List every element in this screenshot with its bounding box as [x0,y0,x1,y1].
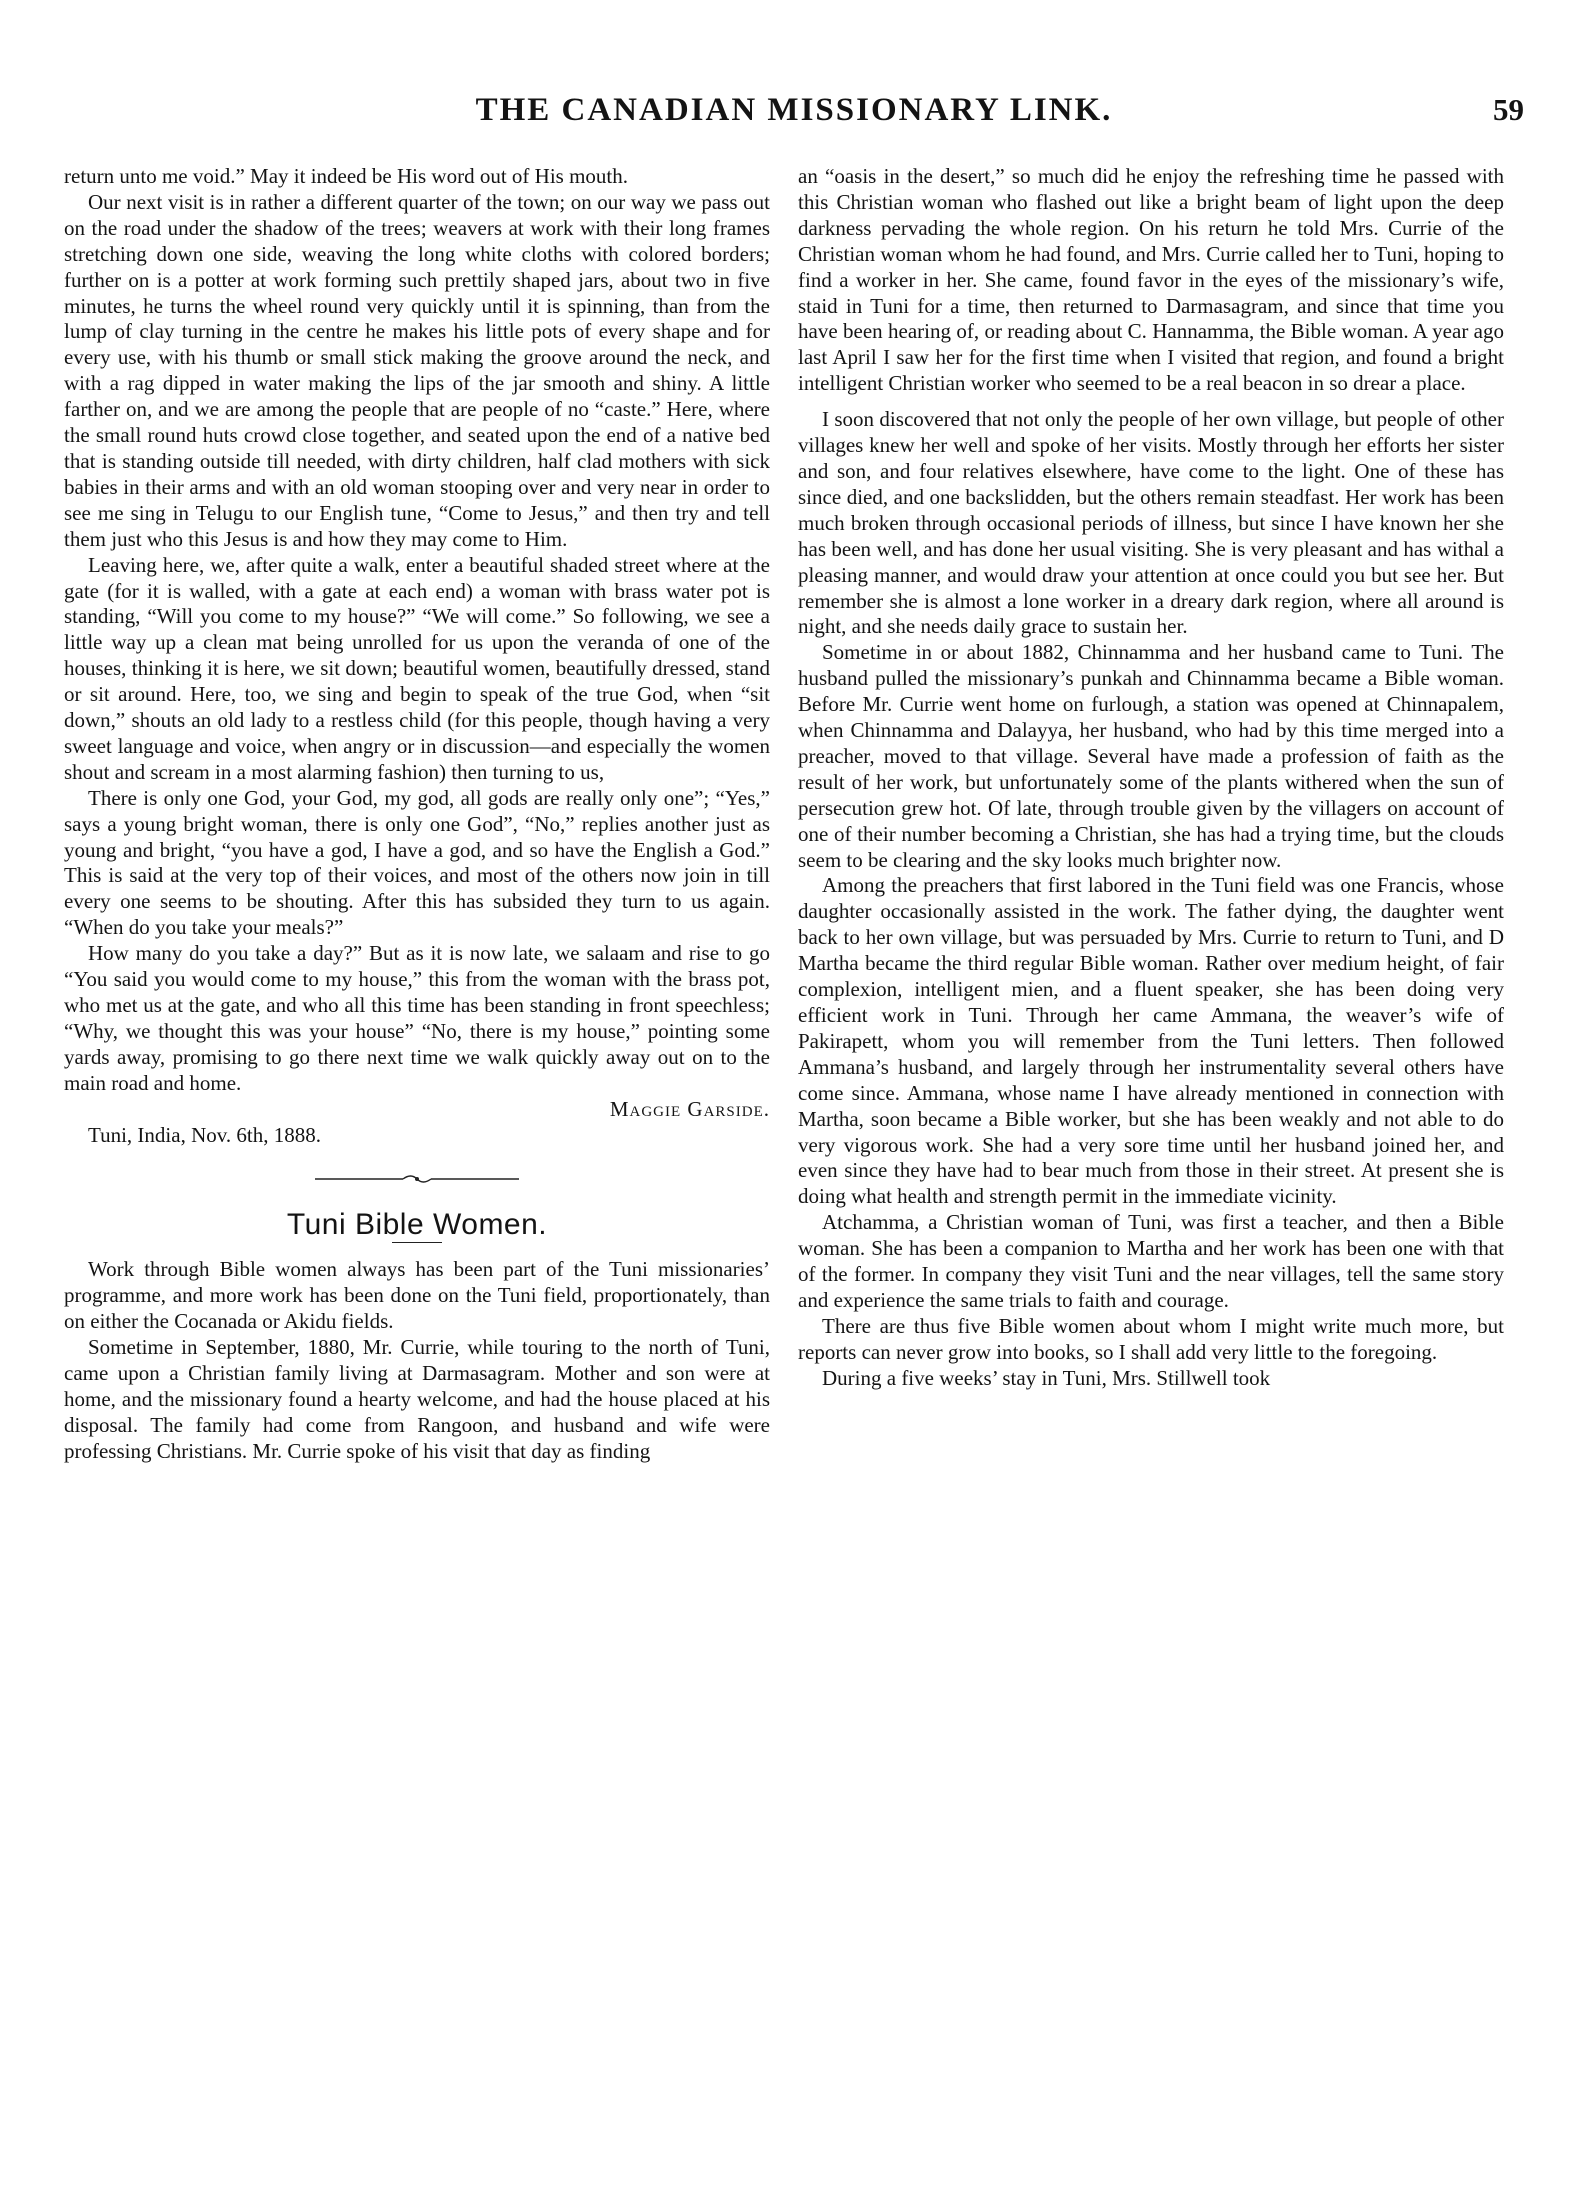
paragraph: Leaving here, we, after quite a walk, enter a beautiful shaded street where at the gate (for it is walled, with a gate at each end) a woman with brass water pot is standing, “Will you come to my house?” “We will come.” So following, we see a little way up a clean mat being unrolled for us upon the veranda of one of the houses, thinking it is here, we sit down; beautiful women, beautifully dressed, stand or sit around. Here, too, we sing and begin to speak of the true God, when “sit down,” shouts an old lady to a restless child (for this people, though having a very sweet language and voice, when angry or in discussion—and especially the women shout and scream in a most alarming fashion) then turning to us, [64,552,770,784]
title-rule [392,1242,442,1243]
section-ornament [307,1172,527,1186]
paragraph: During a five weeks’ stay in Tuni, Mrs. Stillwell took [822,1365,1271,1390]
author-signature: Maggie Garside. [609,1096,770,1121]
paragraph: Atchamma, a Christian woman of Tuni, was first a teacher, and then a Bible woman. She has been a companion to Martha and her work has been one with that of the former. In company they visit Tuni and the near villages, tell the same story and experience the same trials to faith and courage. [798,1210,1504,1312]
paragraph: Sometime in September, 1880, Mr. Currie, while touring to the north of Tuni, came upon a Christian family living at Darmasagram. Mother and son were at home, and the missionary found a hearty welcome, and had the house placed at his disposal. The family had come from Rangoon, and husband and wife were professing Christians. Mr. Currie spoke of his visit that day as finding [64,1335,770,1463]
left-column [64,164,770,1465]
paragraph: I soon discovered that not only the people of her own village, but people of other villages knew her well and spoke of her visits. Mostly through her efforts her sister and son, and four relatives elsewhere, have come to the light. One of these has since died, and one backslidden, but the others remain steadfast. Her work has been much broken through occasional periods of illness, but since I have known her she has been well, and has done her usual visiting. She is very pleasant and has withal a pleasing manner, and would draw your attention at once could you but see her. But remember she is almost a lone worker in a dreary dark region, where all around is night, and she needs daily grace to sustain her. [798,407,1504,639]
paragraph: Sometime in or about 1882, Chinnamma and her husband came to Tuni. The husband pulled the missionary’s punkah and Chinnamma became a Bible woman. Before Mr. Currie went home on furlough, a station was opened at Chinnapalem, when Chinnamma and Dalayya, her husband, who had by this time merged into a preacher, moved to that village. Several have made a profession of faith as the result of her work, but unfortunately some of the plants withered when the sun of persecution grew hot. Of late, through trouble given by the villagers on account of one of their number becoming a Christian, she has had a trying time, but the clouds seem to be clearing and the sky looks much brighter now. [798,640,1504,872]
page-number: 59 [1493,92,1524,127]
paragraph: Among the preachers that first labored in the Tuni field was one Francis, whose daughter occasionally assisted in the work. The father dying, the daughter went back to her own village, but was persuaded by Mrs. Currie to return to Tuni, and D Martha became the third regular Bible woman. Rather over medium height, of fair complexion, intelligent mien, and a fluent speaker, she has been doing very efficient work in Tuni. Through her came Ammana, the weaver’s wife of Pakirapett, whom you will remember from the Tuni letters. Then followed Ammana’s husband, and largely through her instrumentality several others have come since. Ammana, whose name I have already mentioned in connection with Martha, soon became a Bible worker, but she has been weakly and not able to do very vigorous work. She had a very sore time until her husband joined her, and even since they have had to bear much from those in their street. At present she is doing what health and strength permit in the immediate vicinity. [798,873,1504,1209]
paragraph: Work through Bible women always has been part of the Tuni missionaries’ programme, and more work has been done on the Tuni field, proportionately, than on either the Cocanada or Akidu fields. [64,1257,770,1334]
paragraph: return unto me void.” May it indeed be His word out of His mouth. [64,164,628,188]
paragraph: There are thus five Bible women about whom I might write much more, but reports can never grow into books, so I shall add very little to the foregoing. [798,1313,1504,1364]
publication-title: THE CANADIAN MISSIONARY LINK. [475,92,1113,128]
paragraph: Our next visit is in rather a different quarter of the town; on our way we pass out on the road under the shadow of the trees; weavers at work with their long frames stretching down one side, weaving the long white cloths with colored borders; further on is a potter at work forming such prettily shaped jars, about two in five minutes, he turns the wheel round very quickly until it is spinning, than from the lump of clay turning in the centre he makes his little pots of every shape and for every use, with his thumb or small stick making the groove around the neck, and with a rag dipped in water making the lips of the jar smooth and shiny. A little farther on, and we are among the people that are people of no “caste.” Here, where the small round huts crowd close together, and seated upon the end of a native bed that is standing outside till needed, with dirty children, half clad mothers with sick babies in their arms and with an old woman stooping over and very near in order to see me sing in Telugu to our English tune, “Come to Jesus,” and then try and tell them just who this Jesus is and how they may come to Him. [64,189,770,551]
dateline: Tuni, India, Nov. 6th, 1888. [88,1122,321,1147]
paragraph: How many do you take a day?” But as it is now late, we salaam and rise to go “You said you would come to my house,” this from the woman with the brass pot, who met us at the gate, and who all this time has been standing in front speechless; “Why, we thought this was your house” “No, there is my house,” pointing some yards away, promising to go there next time we walk quickly away out on to the main road and home. [64,941,770,1095]
article-title: Tuni Bible Women. [286,1208,548,1242]
right-column [798,164,1504,1392]
running-head [64,92,1524,136]
paragraph: There is only one God, your God, my god, all gods are really only one”; “Yes,” says a young bright woman, there is only one God”, “No,” replies another just as young and bright, “you have a god, I have a god, and so have the English a God.” This is said at the very top of their voices, and most of the others now join in till every one seems to be shouting. After this has subsided they turn to us again. “When do you take your meals?” [64,785,770,940]
paragraph: an “oasis in the desert,” so much did he enjoy the refreshing time he passed with this Christian woman who flashed out like a bright beam of light upon the deep darkness pervading the whole region. On his return he told Mrs. Currie of the Christian woman whom he had found, and Mrs. Currie called her to Tuni, hoping to find a worker in her. She came, found favor in the eyes of the missionary’s wife, staid in Tuni for a time, then returned to Darmasagram, and since that time you have been hearing of, or reading about C. Hannamma, the Bible woman. A year ago last April I saw her for the first time when I visited that region, and found a bright intelligent Christian worker who seemed to be a real beacon in so drear a place. [798,164,1504,396]
